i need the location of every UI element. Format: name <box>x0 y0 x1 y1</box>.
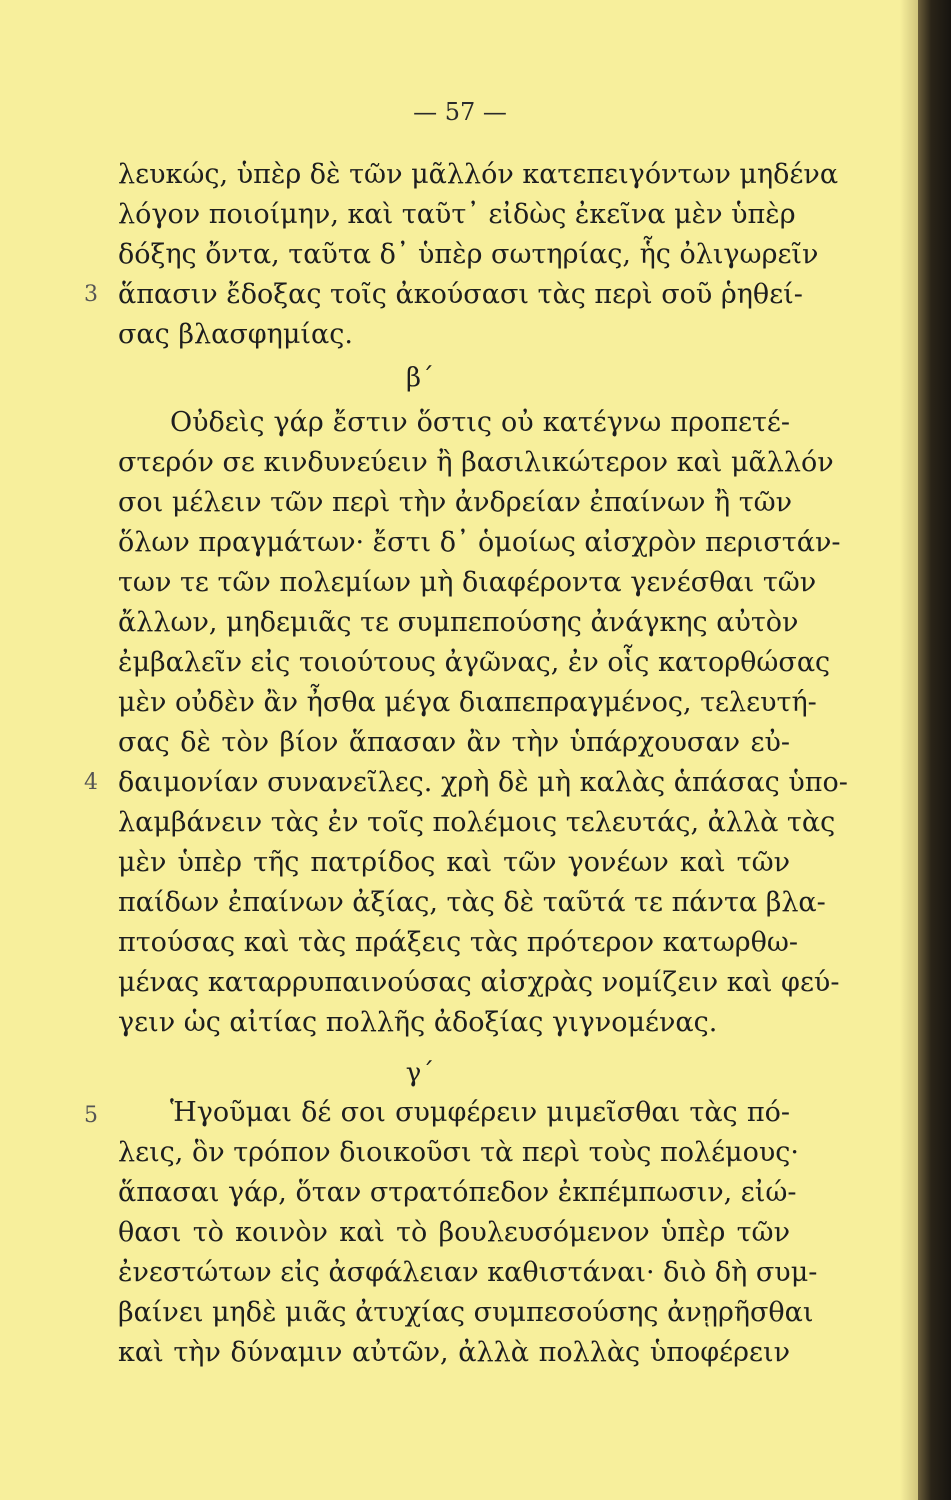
text-line: παίδων ἐπαίνων ἀξίας, τὰς δὲ ταῦτά τε πάντα βλα- <box>118 887 826 918</box>
page-edge-shadow <box>900 0 918 1500</box>
text-line: μένας καταρρυπαινούσας αἰσχρὰς νομίζειν καὶ φεύ- <box>118 967 840 998</box>
text-line: βαίνει μηδὲ μιᾶς ἀτυχίας συμπεσούσης ἀνῃρῆσθαι <box>118 1297 814 1328</box>
text-line: ὅλων πραγμάτων· ἔστι δ᾽ ὁμοίως αἰσχρὸν περιστάν- <box>118 527 841 558</box>
text-line: γειν ὡς αἰτίας πολλῆς ἀδοξίας γιγνομένας. <box>118 1007 718 1038</box>
text-line: μὲν οὐδὲν ἂν ἦσθα μέγα διαπεπραγμένος, τελευτή- <box>118 687 817 718</box>
text-line: ἅπασαι γάρ, ὅταν στρατόπεδον ἐκπέμπωσιν, εἰώ- <box>118 1177 797 1208</box>
text-line: στερόν σε κινδυνεύειν ἢ βασιλικώτερον καὶ μᾶλλόν <box>118 447 834 478</box>
page-number: — 57 — <box>413 98 507 126</box>
text-line: θασι τὸ κοινὸν καὶ τὸ βουλευσόμενον ὑπὲρ τῶν <box>118 1217 790 1248</box>
text-line: καὶ τὴν δύναμιν αὐτῶν, ἀλλὰ πολλὰς ὑποφέρειν <box>118 1337 790 1368</box>
text-line: μὲν ὑπὲρ τῆς πατρίδος καὶ τῶν γονέων καὶ τῶν <box>118 847 790 878</box>
text-line: λευκώς, ὑπὲρ δὲ τῶν μᾶλλόν κατεπειγόντων μηδένα <box>118 159 839 190</box>
text-line: λαμβάνειν τὰς ἐν τοῖς πολέμοις τελευτάς, ἀλλὰ τὰς <box>118 807 836 838</box>
margin-number: 5 <box>84 1103 98 1128</box>
text-line: ἐμβαλεῖν εἰς τοιούτους ἀγῶνας, ἐν οἷς κατορθώσας <box>118 647 831 678</box>
text-line: ἄλλων, μηδεμιᾶς τε συμπεπούσης ἀνάγκης αὐτὸν <box>118 607 799 638</box>
text-line: Οὐδεὶς γάρ ἔστιν ὅστις οὐ κατέγνω προπετέ- <box>170 407 790 438</box>
text-line: ἐνεστώτων εἰς ἀσφάλειαν καθιστάναι· διὸ δὴ συμ- <box>118 1257 818 1288</box>
text-line: λεις, ὃν τρόπον διοικοῦσι τὰ περὶ τοὺς πολέμους· <box>118 1137 799 1168</box>
text-line: των τε τῶν πολεμίων μὴ διαφέροντα γενέσθαι τῶν <box>118 567 817 598</box>
text-line: δόξης ὄντα, ταῦτα δ᾽ ὑπὲρ σωτηρίας, ἧς ὀλιγωρεῖν <box>118 239 819 270</box>
text-line: λόγον ποιοίμην, καὶ ταῦτ᾽ εἰδὼς ἐκεῖνα μὲν ὑπὲρ <box>118 199 796 230</box>
text-line: Ἡγοῦμαι δέ σοι συμφέρειν μιμεῖσθαι τὰς πό- <box>170 1097 790 1128</box>
text-line: σας βλασφημίας. <box>118 319 353 350</box>
section-heading-gamma: γ΄ <box>405 1058 435 1088</box>
section-heading-beta: β΄ <box>405 363 435 393</box>
text-line: δαιμονίαν συνανεῖλες. χρὴ δὲ μὴ καλὰς ἁπάσας ὑπο- <box>118 767 848 798</box>
text-line: πτούσας καὶ τὰς πράξεις τὰς πρότερον κατωρθω- <box>118 927 798 958</box>
margin-number: 4 <box>84 770 98 795</box>
book-spine <box>918 0 951 1500</box>
text-line: σοι μέλειν τῶν περὶ τὴν ἀνδρείαν ἐπαίνων ἢ τῶν <box>118 487 793 518</box>
text-line: σας δὲ τὸν βίον ἅπασαν ἂν τὴν ὑπάρχουσαν εὐ- <box>118 727 790 758</box>
text-line: ἅπασιν ἔδοξας τοῖς ἀκούσασι τὰς περὶ σοῦ ῥηθεί- <box>118 279 803 310</box>
margin-number: 3 <box>84 282 98 307</box>
